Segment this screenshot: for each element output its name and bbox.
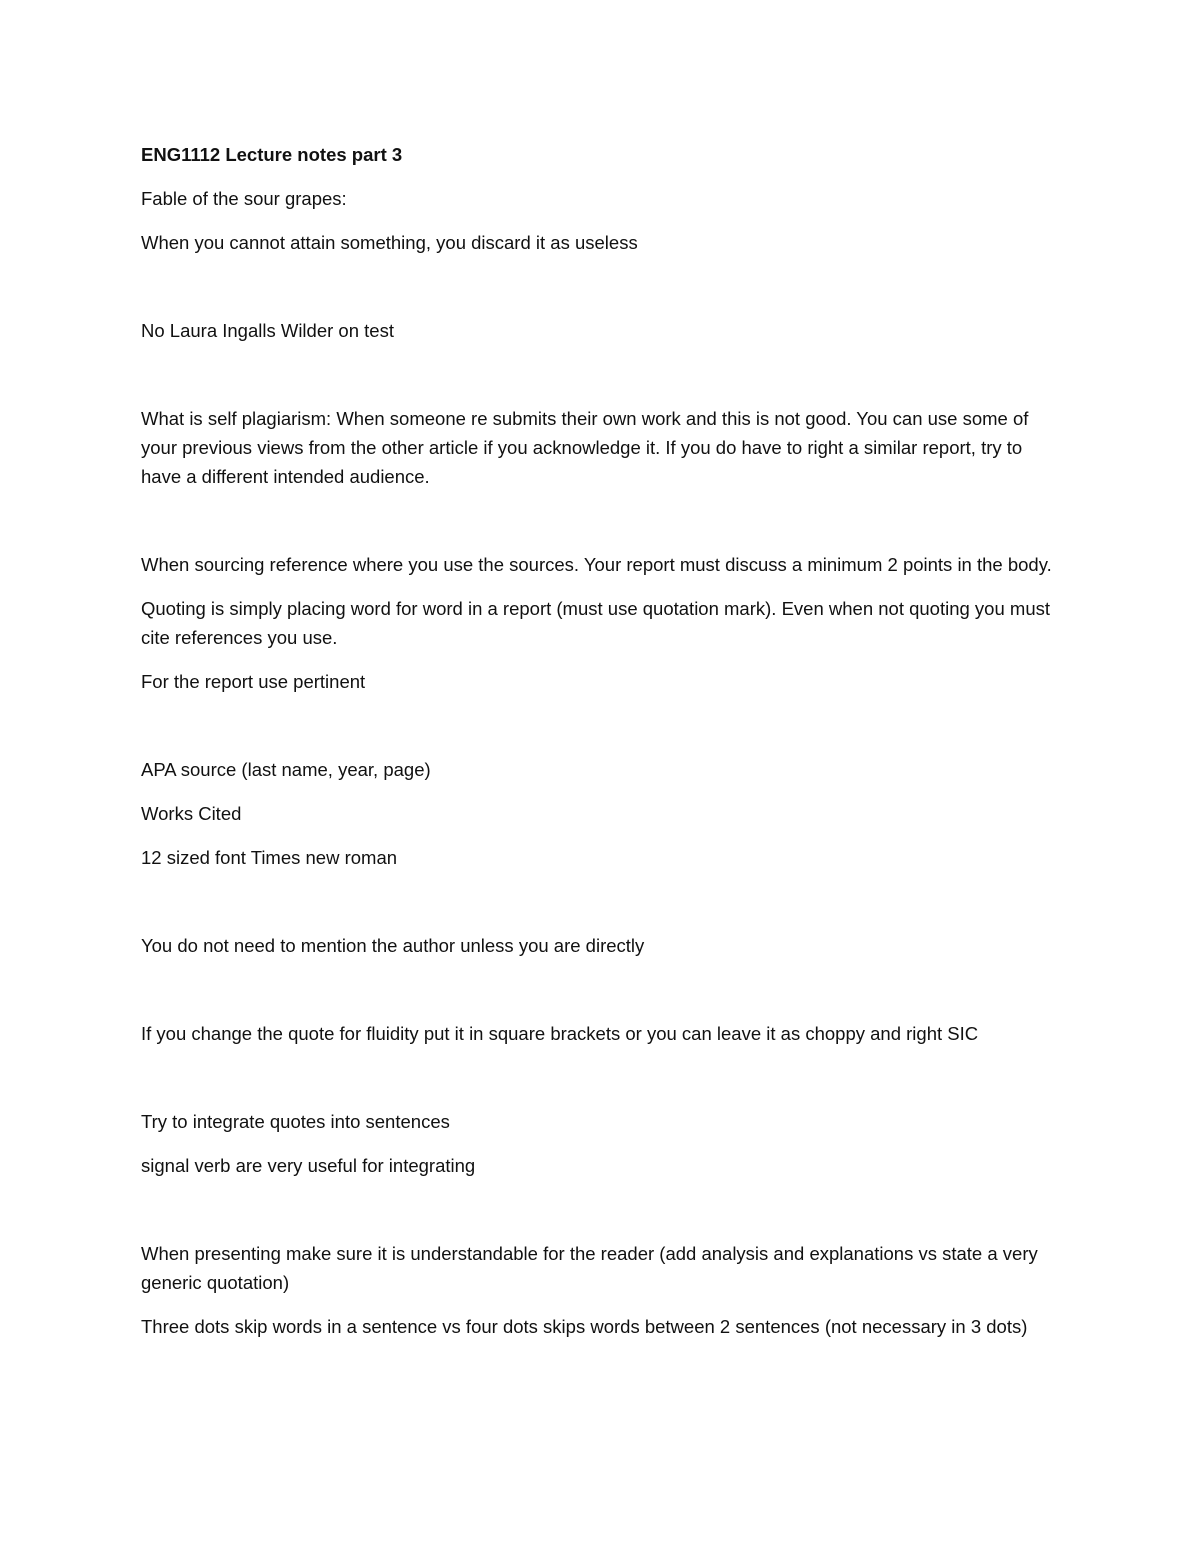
document-body [141,140,1061,1341]
paragraph-signal-verb: signal verb are very useful for integrating [141,1155,476,1176]
paragraph-fable-meaning: When you cannot attain something, you discard it as useless [141,232,638,253]
paragraph-works-cited: Works Cited [141,803,242,824]
document-title: ENG1112 Lecture notes part 3 [141,144,403,165]
paragraph-integrate-quotes: Try to integrate quotes into sentences [141,1111,450,1132]
paragraph-ellipsis: Three dots skip words in a sentence vs four dots skips words between 2 sentences (not necessary in 3 dots) [141,1316,1028,1337]
paragraph-fable: Fable of the sour grapes: [141,188,347,209]
paragraph-test-note: No Laura Ingalls Wilder on test [141,320,394,341]
paragraph-font: 12 sized font Times new roman [141,847,398,868]
paragraph-pertinent: For the report use pertinent [141,671,366,692]
paragraph-presenting: When presenting make sure it is understandable for the reader (add analysis and explanations vs state a very generic quotation) [141,1243,1038,1293]
paragraph-apa-source: APA source (last name, year, page) [141,759,431,780]
paragraph-sourcing: When sourcing reference where you use the sources. Your report must discuss a minimum 2 points in the body. [141,554,1052,575]
paragraph-author-mention: You do not need to mention the author unless you are directly [141,935,645,956]
paragraph-quoting: Quoting is simply placing word for word in a report (must use quotation mark). Even when not quoting you must cite references you use. [141,598,1050,648]
paragraph-self-plagiarism: What is self plagiarism: When someone re submits their own work and this is not good. You can use some of your previous views from the other article if you acknowledge it. If you do have to right a similar report, try to have a different intended audience. [141,408,1029,487]
paragraph-square-brackets: If you change the quote for fluidity put it in square brackets or you can leave it as choppy and right SIC [141,1023,979,1044]
